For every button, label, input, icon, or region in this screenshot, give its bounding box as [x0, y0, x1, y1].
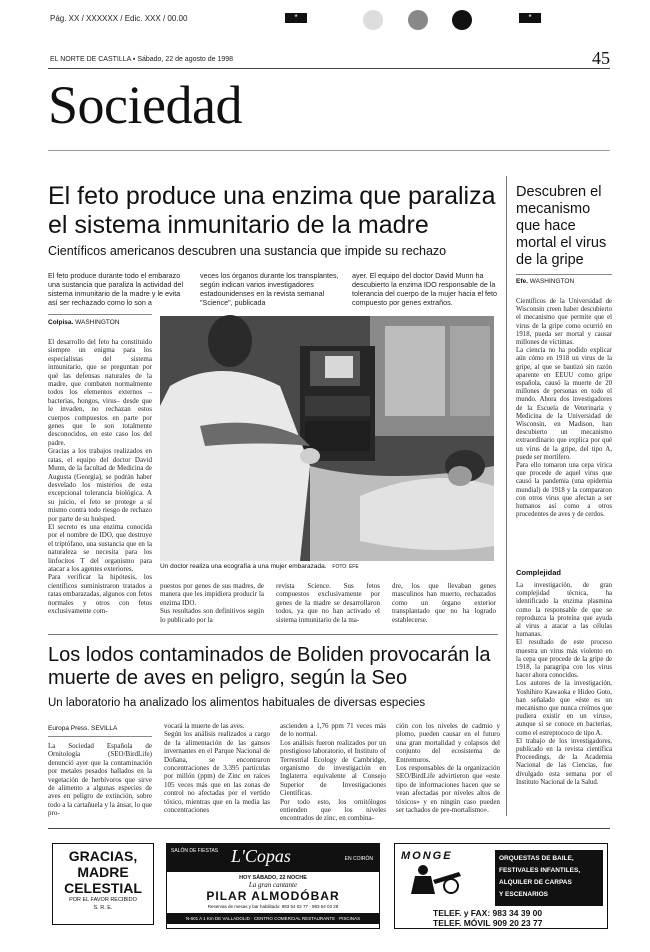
ad2-footer: N-601 A 1 Km DE VALLADOLID · CENTRO COMERCIAL RESTAURANTE · PISCINAS [167, 913, 379, 924]
ad3-line1: ORQUESTAS DE BAILE, [499, 855, 574, 862]
article1-byline [48, 319, 120, 326]
article2-byline-agency: Europa Press. [48, 725, 90, 732]
ad3-line4: Y ESCENARIOS [499, 891, 549, 898]
ad2-name: PILAR ALMODÓBAR [206, 889, 340, 903]
article2-headline: Los lodos contaminados de Boliden provocarán la muerte de aves en peligro, según la Seo [48, 644, 491, 689]
musician-icon [401, 862, 471, 898]
photo-illustration [160, 316, 494, 561]
article1-photo [160, 316, 494, 561]
ad-lcopas [166, 843, 380, 929]
sidebar-byline [516, 278, 574, 285]
ad2-banner [167, 844, 379, 872]
ad2-tag: EN COIRÓN [344, 856, 373, 862]
ad1-line1: GRACIAS, [68, 848, 138, 864]
article1-lead-col3: ayer. El equipo del doctor David Munn ha descubierto la enzima IDO responsable de la tolerancia del cuerpo de la mujer hacia el feto compuesto por genes extraños. [352, 271, 498, 307]
article2-body-col1: La Sociedad Española de Ornitología (SEO/BirdLife) denunció ayer que la contaminación por metales pesados hallados en la vegetación de herbívoros que sirve de alimento a algunas especies de aves en peligro de extinción, sobre todo a la cartañuela y la ánsar, lo que pro- [48, 742, 152, 818]
article1-lead-col1: El feto produce durante todo el embarazo una sustancia que paraliza la actividad del sistema inmunitario de la madre y le evita así ser rechazado como lo son a [48, 271, 184, 307]
ad1-line5: S. R. E. [93, 905, 113, 911]
ad3-brand: MONGE [401, 850, 453, 862]
sidebar-body-part1: Científicos de la Universidad de Wisconsin creen haber descubierto el mecanismo que permite que el virus de la gripe como ocurrió en 1918, pueda ser mortal y causar millones de víctimas. La ciencia no ha podido explicar aún cómo en 1918 un virus de la gripe, al que se bautizó sin razón aparente en EEUU como gripe española, causó la muerte de 20 millones de personas en todo el mundo. Ahora dos investigadores de la Escuela de Veterinaria y Medicina de la Universidad de Wisconsin, en Madison, han descubierto un mecanismo extraordinario que explica por qué un virus de la gripe, del tipo A, puede ser mortífero. Para ello tomaron una cepa vírica que procede de aquel virus que causó la pandemia (una epidemia mundial) de 1918 y la compararon con otros virus que afectan a ser humanos así como a otros procedentes de aves y de cerdos. [516, 298, 612, 519]
article1-body-col3: revista Science. Sus fetos compuestos exclusivamente por genes de la madre se desarrollaron todos, ya que no han activado el sistema inmunitario de la ma- [276, 582, 380, 624]
photo-credit: FOTO: EFE [332, 564, 359, 570]
sidebar-byline-rule [516, 274, 612, 275]
section-title: Sociedad [48, 75, 242, 135]
ad3-line2: FESTIVALES INFANTILES, [499, 867, 581, 874]
ad2-sub: La gran cantante [248, 881, 298, 889]
color-swatch-light [363, 10, 383, 30]
article2-body-col3: ascienden a 1,76 ppm 71 veces más de lo normal. Los análisis fueron realizados por un prestigioso laboratorio, el Instituto of Terrestrial Ecology de Cambridge, organismo de investigación en Inglaterra equivalente al Consejo Superior de Investigaciones Científicas. Por todo esto, los ornitólogos entienden que los niveles encontrados de zinc, en combina- [280, 722, 386, 823]
sidebar-subhead: Complejidad [516, 568, 562, 577]
article1-lead-col2: veces los órganos durante los transplantes, según indican varios investigadores estadounidenses en la revista semanal "Science", publicada [200, 271, 339, 307]
ad-gracias [52, 843, 154, 925]
registration-mark-left: * [285, 13, 307, 23]
photo-caption [160, 563, 359, 570]
sidebar-byline-city: WASHINGTON [529, 278, 575, 285]
sidebar-byline-agency: Efe. [516, 278, 528, 285]
ads-rule [48, 828, 610, 829]
ad3-services [495, 850, 603, 906]
color-swatch-dark [452, 10, 472, 30]
article2-body-col4: ción con los niveles de cadmio y plomo, pueden causar en el futuro una gran mortalidad y colapsos del conjunto del ecosistema de Entremuros. Los responsables de la organización SEO/BirdLife advirtieron que «este tipo de informaciones hacen que se vean afectadas por niveles altos de tóxicos» y en ningún caso pueden ser tachados de pre-mortalismo». [396, 722, 500, 815]
byline-rule [48, 314, 152, 315]
photo-caption-text: Un doctor realiza una ecografía a una mujer embarazada. [160, 563, 327, 570]
ad-monge [394, 843, 608, 929]
ad2-brand: L'Copas [231, 846, 291, 866]
sidebar-separator [506, 176, 507, 816]
article2-subhead: Un laboratorio ha analizado los alimentos habituales de diversas especies [48, 697, 426, 709]
masthead-line [50, 56, 233, 63]
article2-byline-city: SEVILLA [91, 725, 118, 732]
ad1-line4: POR EL FAVOR RECIBIDO [69, 897, 137, 903]
article1-body-col4: dre, los que llevaban genes masculinos han muerto, rechazados como un órgano exterior transplantado que no ha logrado establecerse. [392, 582, 496, 624]
article1-headline: El feto produce una enzima que paraliza el sistema inmunitario de la madre [48, 182, 496, 239]
article-separator [48, 634, 498, 635]
ad1-line3: CELESTIAL [64, 880, 142, 896]
masthead-rule [48, 68, 610, 69]
article1-byline-city: WASHINGTON [75, 319, 120, 326]
ad3-tel: TELEF. y FAX: 983 34 39 00 [433, 908, 543, 918]
article1-body-col1: El desarrollo del feto ha constituido siempre un enigma para los especialistas del sistema inmunitario, que se preguntan por qué las defensas naturales de la madre, que combaten normalmente todos los elementos externos –bacterias, hongos, virus– desde que le invaden, no rechazan estos cuerpos compuestos en parte por genes que le son totalmente desconocidos, en este caso los del padre. Gracias a los trabajos realizados en ratas, el equipo del doctor David Munn, de la facultad de Medicina de Augusta (Georgia), se podrán haber desvelado los misterios de esta excepcional tolerancia biológica. A su juicio, el feto se protege a sí mismo contra todo riesgo de rechazo por parte de su huésped. El secreto es una enzima conocida por el nombre de IDO, que destruye el triptófano, una sustancia que en la naturaleza se necesita para los linfocitos T del organismo para atacar a los agentes exteriores. Para verificar la hipótesis, los científicos suministraron tratados a ratas embarazadas, algunos con fetos normales y otros con fetos exclusivamente com- [48, 338, 152, 615]
masthead-separator: ▪ [132, 56, 138, 63]
article1-subhead: Científicos americanos descubren una sustancia que impide su rechazo [48, 244, 447, 258]
sidebar-headline: Descubren el mecanismo que hace mortal el virus de la gripe [516, 184, 607, 268]
ad1-line2: MADRE [77, 864, 129, 880]
masthead-date: Sábado, 22 de agosto de 1998 [137, 56, 234, 63]
sidebar-body-part2: La investigación, de gran complejidad técnica, ha identificado la enzima plasmina como la responsable de que se reproduzca la proteína que ayuda al virus a atacar a las células humanas. El resultado de este proceso muestra un virus más violento en la cepa que procede de la gripe de 1918, la paragripa con los virus hacer ahora conocidos. Los autores de la investigación, Yoshihiro Kawaoka e Hideo Goto, han señalado que «éste es un mecanismo que nunca creímos que pudiera existir en un virus», aunque sí se conoce en bacterias, como el estreptococo de tipo A. El trabajo de los investigadores, publicado en la revista científica Proceedings, de la Academia Nacional de las Ciencias, fue divulgado esta semana por el Instituto Nacional de la Salud. [516, 582, 612, 786]
section-rule [48, 150, 610, 151]
article2-byline [48, 725, 117, 732]
masthead-paper: EL NORTE DE CASTILLA [50, 56, 131, 63]
ad2-contact: Reservas de mesas y bar habilitado: 983 54 02 77 - 983 54 03 28 [207, 904, 339, 909]
article1-byline-agency: Colpisa. [48, 319, 74, 326]
registration-mark-right: * [519, 13, 541, 23]
ad2-date: HOY SÁBADO, 22 NOCHE [239, 875, 307, 881]
ad2-top: SALÓN DE FIESTAS [171, 848, 219, 854]
article2-body-col2: vocará la muerte de las aves. Según los análisis realizados a cargo de la alimentación de las gansos invernantes en el Parque Nacional de Doñana, se encontraron concentraciones de 3.395 partículas por millón (ppm) de Zinc en raíces 105 veces más que en las zonas de control no afectadas por el vertido tóxico, mientras que en la media las concentraciones [164, 722, 270, 815]
color-swatch-mid [408, 10, 428, 30]
ad3-logo [401, 850, 495, 906]
page-number: 45 [592, 48, 610, 68]
page-slug: Pág. XX / XXXXXX / Edic. XXX / 00.00 [50, 14, 188, 23]
ad3-movil: TELEF. MÓVIL 909 20 23 77 [433, 918, 543, 928]
article2-byline-rule [48, 736, 152, 737]
ad3-line3: ALQUILER DE CARPAS [499, 879, 572, 886]
article1-body-col2: puestos por genes de sus madres, de manera que les impidiera producir la enzima IDO. Sus resultados son definitivos según lo publicado por la [160, 582, 264, 624]
